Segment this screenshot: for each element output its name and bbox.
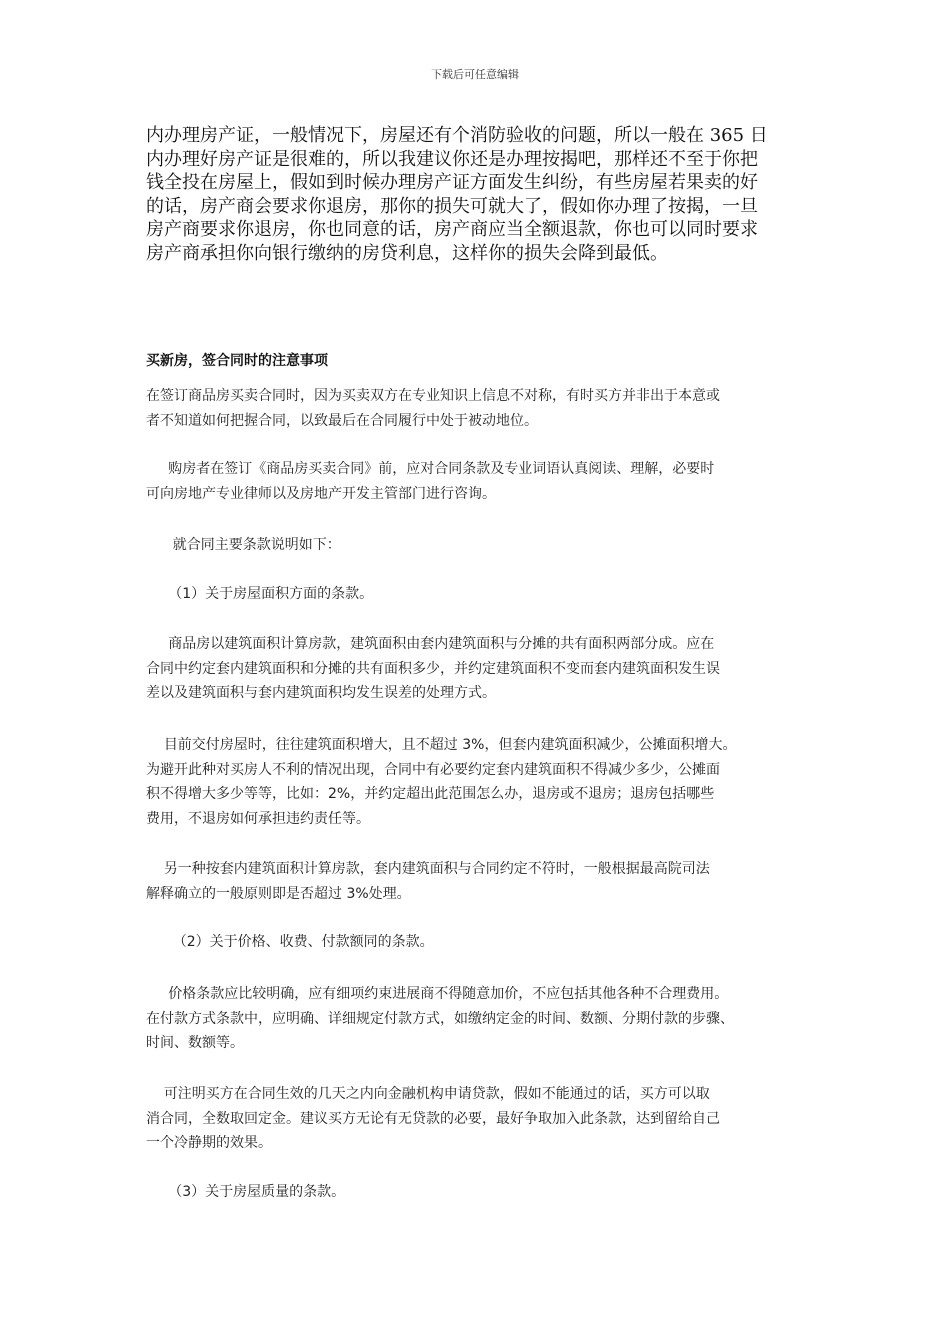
paragraph-loan: 可注明买方在合同生效的几天之内向金融机构申请贷款，假如不能通过的话，买方可以取 消合同，全数取回定金。建议买方无论有无贷款的必要，最好争取加入此条款，达到留给自己 一个冷静期的效果。 — [146, 1086, 720, 1151]
page-header: 下载后可任意编辑 — [431, 68, 519, 81]
paragraph-inner-area: 另一种按套内建筑面积计算房款，套内建筑面积与合同约定不符时，一般根据最高院司法 解释确立的一般原则即是否超过 3%处理。 — [146, 861, 710, 902]
paragraph-area-tolerance: 目前交付房屋时，往往建筑面积增大，且不超过 3%，但套内建筑面积减少，公摊面积增大。 为避开此种对买房人不利的情况出现，合同中有必要约定套内建筑面积不得减少多少，公摊面 积不得增大多少等等，比如：2%，并约定超出此范围怎么办，退房或不退房；退房包括哪些 费用，不退房如何承担违约责任等。 — [146, 737, 737, 827]
paragraph-area-calc: 商品房以建筑面积计算房款，建筑面积由套内建筑面积与分摊的共有面积两部分成。应在 合同中约定套内建筑面积和分摊的共有面积多少，并约定建筑面积不变而套内建筑面积发生误 差以及建筑面积与套内建筑面积均发生误差的处理方式。 — [146, 636, 720, 701]
paragraph-advice: 购房者在签订《商品房买卖合同》前，应对合同条款及专业词语认真阅读、理解，必要时 可向房地产专业律师以及房地产开发主管部门进行咨询。 — [146, 461, 715, 502]
paragraph-item-1-title: （1）关于房屋面积方面的条款。 — [146, 586, 374, 602]
paragraph-item-3-title: （3）关于房屋质量的条款。 — [146, 1184, 346, 1200]
section-title: 买新房，签合同时的注意事项 — [146, 353, 328, 369]
paragraph-clause-intro: 就合同主要条款说明如下： — [146, 537, 341, 553]
paragraph-item-2-title: （2）关于价格、收费、付款额同的条款。 — [146, 934, 434, 950]
paragraph-intro: 在签订商品房买卖合同时，因为买卖双方在专业知识上信息不对称，有时买方并非出于本意或 者不知道如何把握合同，以致最后在合同履行中处于被动地位。 — [146, 388, 720, 429]
paragraph-price: 价格条款应比较明确，应有细项约束进展商不得随意加价，不应包括其他各种不合理费用。 在付款方式条款中，应明确、详细规定付款方式，如缴纳定金的时间、数额、分期付款的步骤、 时间、数额等。 — [146, 986, 734, 1051]
lead-paragraph: 内办理房产证，一般情况下，房屋还有个消防验收的问题，所以一般在 365 日 内办理好房产证是很难的，所以我建议你还是办理按揭吧，那样还不至于你把 钱全投在房屋上，假如到时候办理房产证方面发生纠纷，有些房屋若果卖的好 的话，房产商会要求你退房，那你的损失可就大了，假如你办理了按揭，一旦 房产商要求你退房，你也同意的话，房产商应当全额退款，你也可以同时要求 房产商承担你向银行缴纳的房贷利息，这样你的损失会降到最低。 — [146, 125, 768, 264]
